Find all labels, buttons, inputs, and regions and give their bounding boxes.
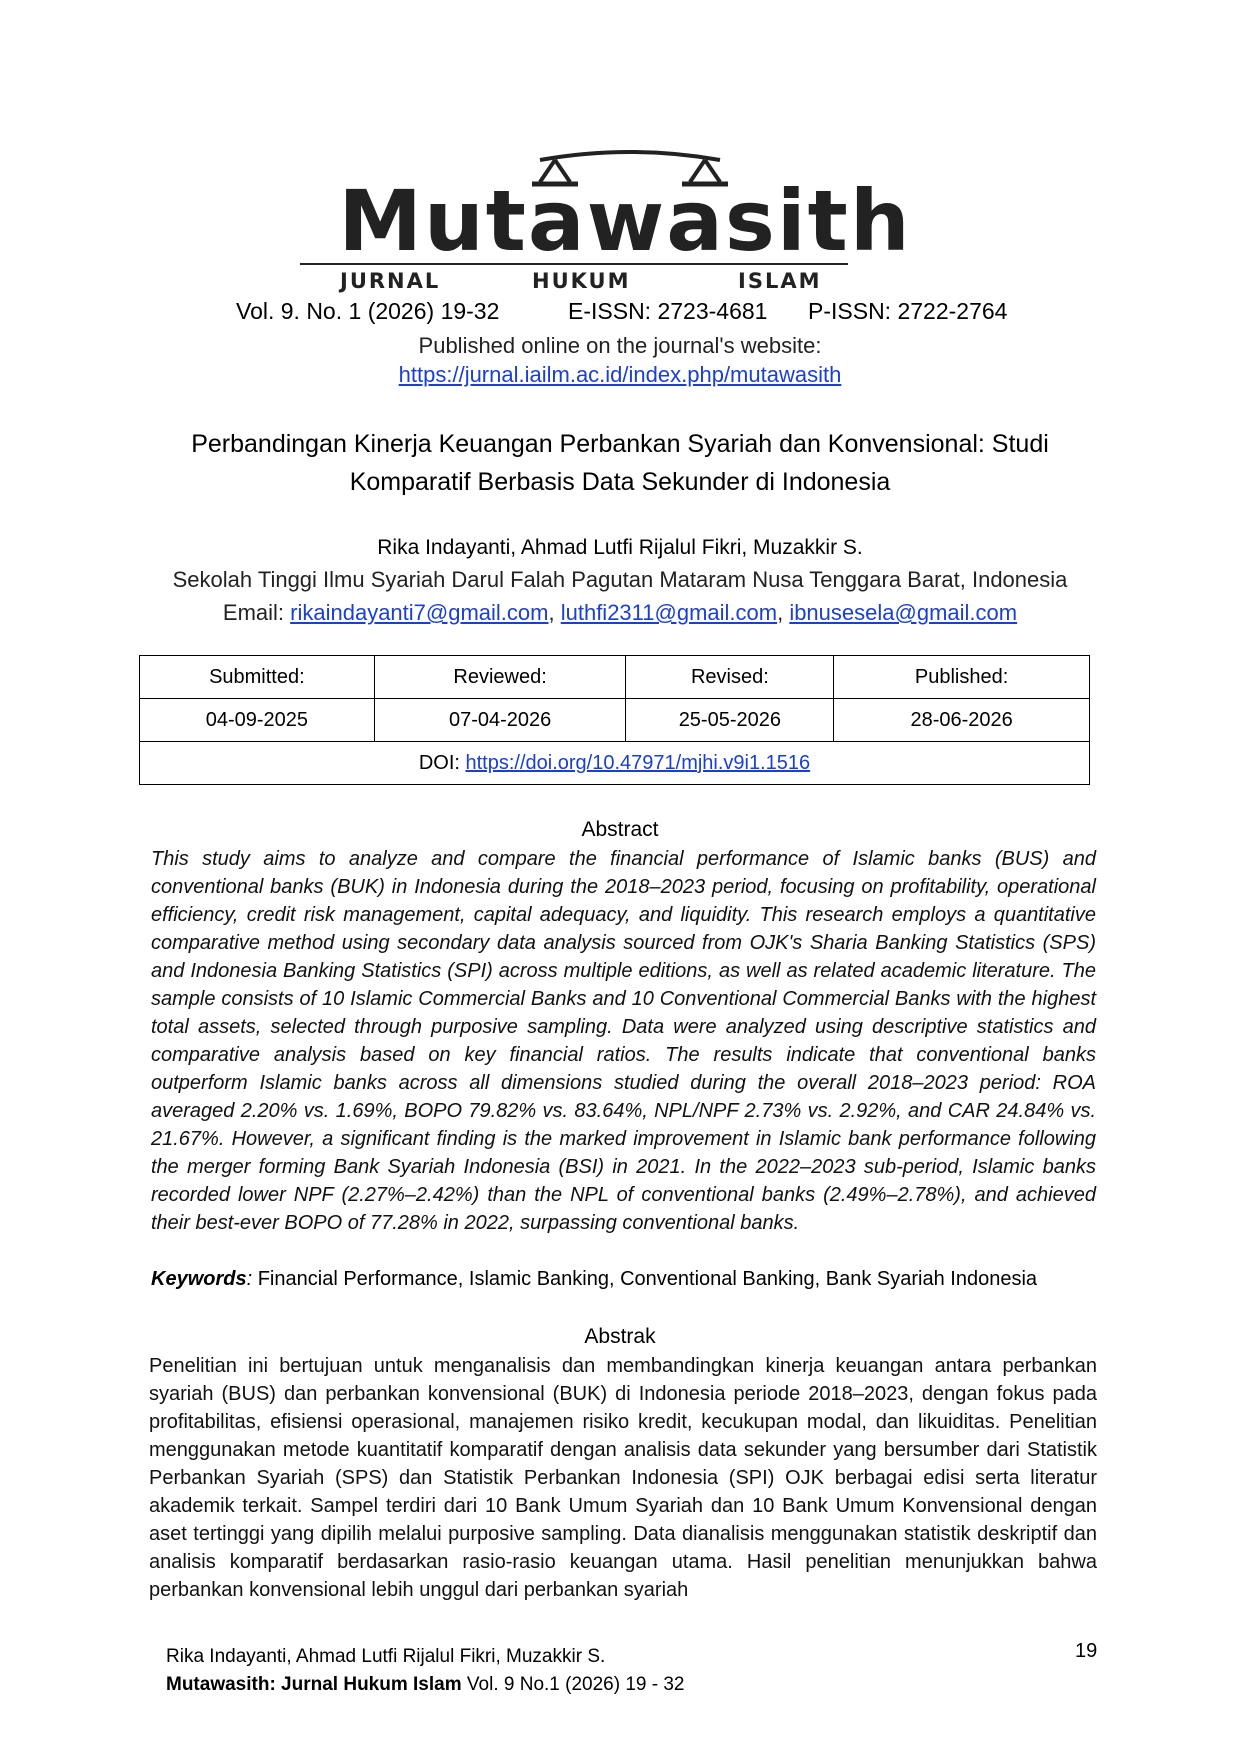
email-separator: , xyxy=(548,600,561,625)
keywords-separator: : xyxy=(246,1268,258,1290)
date-reviewed: 07-04-2026 xyxy=(374,699,626,742)
header-revised: Revised: xyxy=(626,656,834,699)
article-title xyxy=(150,425,1090,501)
doi-label: DOI: xyxy=(418,751,466,774)
footer-journal-issue: Vol. 9 No.1 (2026) 19 - 32 xyxy=(461,1674,685,1695)
article-title-line-1: Perbandingan Kinerja Keuangan Perbankan Syariah dan Konvensional: Studi xyxy=(191,430,1049,458)
email-link-3[interactable]: ibnusesela@gmail.com xyxy=(789,600,1018,625)
doi-cell xyxy=(140,742,1090,785)
journal-logo xyxy=(300,142,950,294)
published-online-note: Published online on the journal's website: xyxy=(418,333,822,358)
abstract-heading: Abstract xyxy=(581,818,659,841)
article-authors: Rika Indayanti, Ahmad Lutfi Rijalul Fikri, Muzakkir S. xyxy=(377,536,863,559)
keywords-label: Keywords xyxy=(151,1268,247,1290)
footer-journal xyxy=(166,1674,685,1696)
date-published: 28-06-2026 xyxy=(834,699,1090,742)
eissn: E-ISSN: 2723-4681 xyxy=(568,298,768,324)
date-submitted: 04-09-2025 xyxy=(140,699,375,742)
header-reviewed: Reviewed: xyxy=(374,656,626,699)
date-revised: 25-05-2026 xyxy=(626,699,834,742)
pissn: P-ISSN: 2722-2764 xyxy=(808,298,1008,324)
author-affiliation: Sekolah Tinggi Ilmu Syariah Darul Falah Pagutan Mataram Nusa Tenggara Barat, Indonesia xyxy=(172,567,1068,592)
abstrak-heading: Abstrak xyxy=(584,1325,656,1348)
logo-word-islam: ISLAM xyxy=(738,269,822,293)
doi-link[interactable]: https://doi.org/10.47971/mjhi.v9i1.1516 xyxy=(465,751,811,774)
volume-info: Vol. 9. No. 1 (2026) 19-32 xyxy=(236,298,500,324)
keywords-line xyxy=(151,1268,1096,1291)
logo-title: Mutawasith xyxy=(338,172,912,270)
email-separator: , xyxy=(777,600,790,625)
journal-url-link[interactable]: https://jurnal.iailm.ac.id/index.php/mutawasith xyxy=(398,362,842,387)
email-label: Email: xyxy=(222,600,291,625)
author-emails xyxy=(0,600,1240,626)
article-title-line-2: Komparatif Berbasis Data Sekunder di Indonesia xyxy=(349,468,891,496)
journal-url-wrapper xyxy=(0,362,1240,388)
doi-row xyxy=(140,742,1090,785)
page-number: 19 xyxy=(1075,1640,1098,1662)
article-dates-table xyxy=(139,655,1090,785)
issue-meta-line xyxy=(0,298,1240,332)
email-link-2[interactable]: luthfi2311@gmail.com xyxy=(560,600,778,625)
footer-authors: Rika Indayanti, Ahmad Lutfi Rijalul Fikri, Muzakkir S. xyxy=(166,1646,606,1667)
email-link-1[interactable]: rikaindayanti7@gmail.com xyxy=(290,600,549,625)
table-header-row xyxy=(140,656,1090,699)
header-submitted: Submitted: xyxy=(140,656,375,699)
abstrak-body: Penelitian ini bertujuan untuk menganalisis dan membandingkan kinerja keuangan antara perbankan syariah (BUS) dan perbankan konvensional (BUK) di Indonesia periode 2018–2023, dengan fokus pada profitabilitas, efisiensi operasional, manajemen risiko kredit, kecukupan modal, dan likuiditas. Penelitian menggunakan metode kuantitatif komparatif dengan analisis data sekunder yang bersumber dari Statistik Perbankan Syariah (SPS) dan Statistik Perbankan Indonesia (SPI) OJK berbagai edisi serta literatur akademik terkait. Sampel terdiri dari 10 Bank Umum Syariah dan 10 Bank Umum Konvensional dengan aset tertinggi yang dipilih melalui purposive sampling. Data dianalisis menggunakan statistik deskriptif dan analisis komparatif berdasarkan rasio-rasio keuangan utama. Hasil penelitian menunjukkan bahwa perbankan konvensional lebih unggul dari perbankan syariah xyxy=(149,1355,1097,1601)
keywords-list: Financial Performance, Islamic Banking, Conventional Banking, Bank Syariah Indonesia xyxy=(257,1268,1038,1290)
footer-journal-name: Mutawasith: Jurnal Hukum Islam xyxy=(166,1674,462,1695)
header-published: Published: xyxy=(834,656,1090,699)
abstract-body: This study aims to analyze and compare the financial performance of Islamic banks (BUS) and conventional banks (BUK) in Indonesia during the 2018–2023 period, focusing on profitability, operational efficiency, credit risk management, capital adequacy, and liquidity. This research employs a quantitative comparative method using secondary data analysis sourced from OJK's Sharia Banking Statistics (SPS) and Indonesia Banking Statistics (SPI) across multiple editions, as well as related academic literature. The sample consists of 10 Islamic Commercial Banks and 10 Conventional Commercial Banks with the highest total assets, selected through purposive sampling. Data were analyzed using descriptive statistics and comparative analysis based on key financial ratios. The results indicate that conventional banks outperform Islamic banks across all dimensions studied during the overall 2018–2023 period: ROA averaged 2.20% vs. 1.69%, BOPO 79.82% vs. 83.64%, NPL/NPF 2.73% vs. 2.92%, and CAR 24.84% vs. 21.67%. However, a significant finding is the marked improvement in Islamic bank performance following the merger forming Bank Syariah Indonesia (BSI) in 2021. In the 2022–2023 sub-period, Islamic banks recorded lower NPF (2.27%–2.42%) than the NPL of conventional banks (2.49%–2.78%), and achieved their best-ever BOPO of 77.28% in 2022, surpassing conventional banks. xyxy=(151,848,1096,1234)
logo-word-jurnal: JURNAL xyxy=(340,269,441,293)
logo-word-hukum: HUKUM xyxy=(532,269,631,293)
table-row xyxy=(140,699,1090,742)
